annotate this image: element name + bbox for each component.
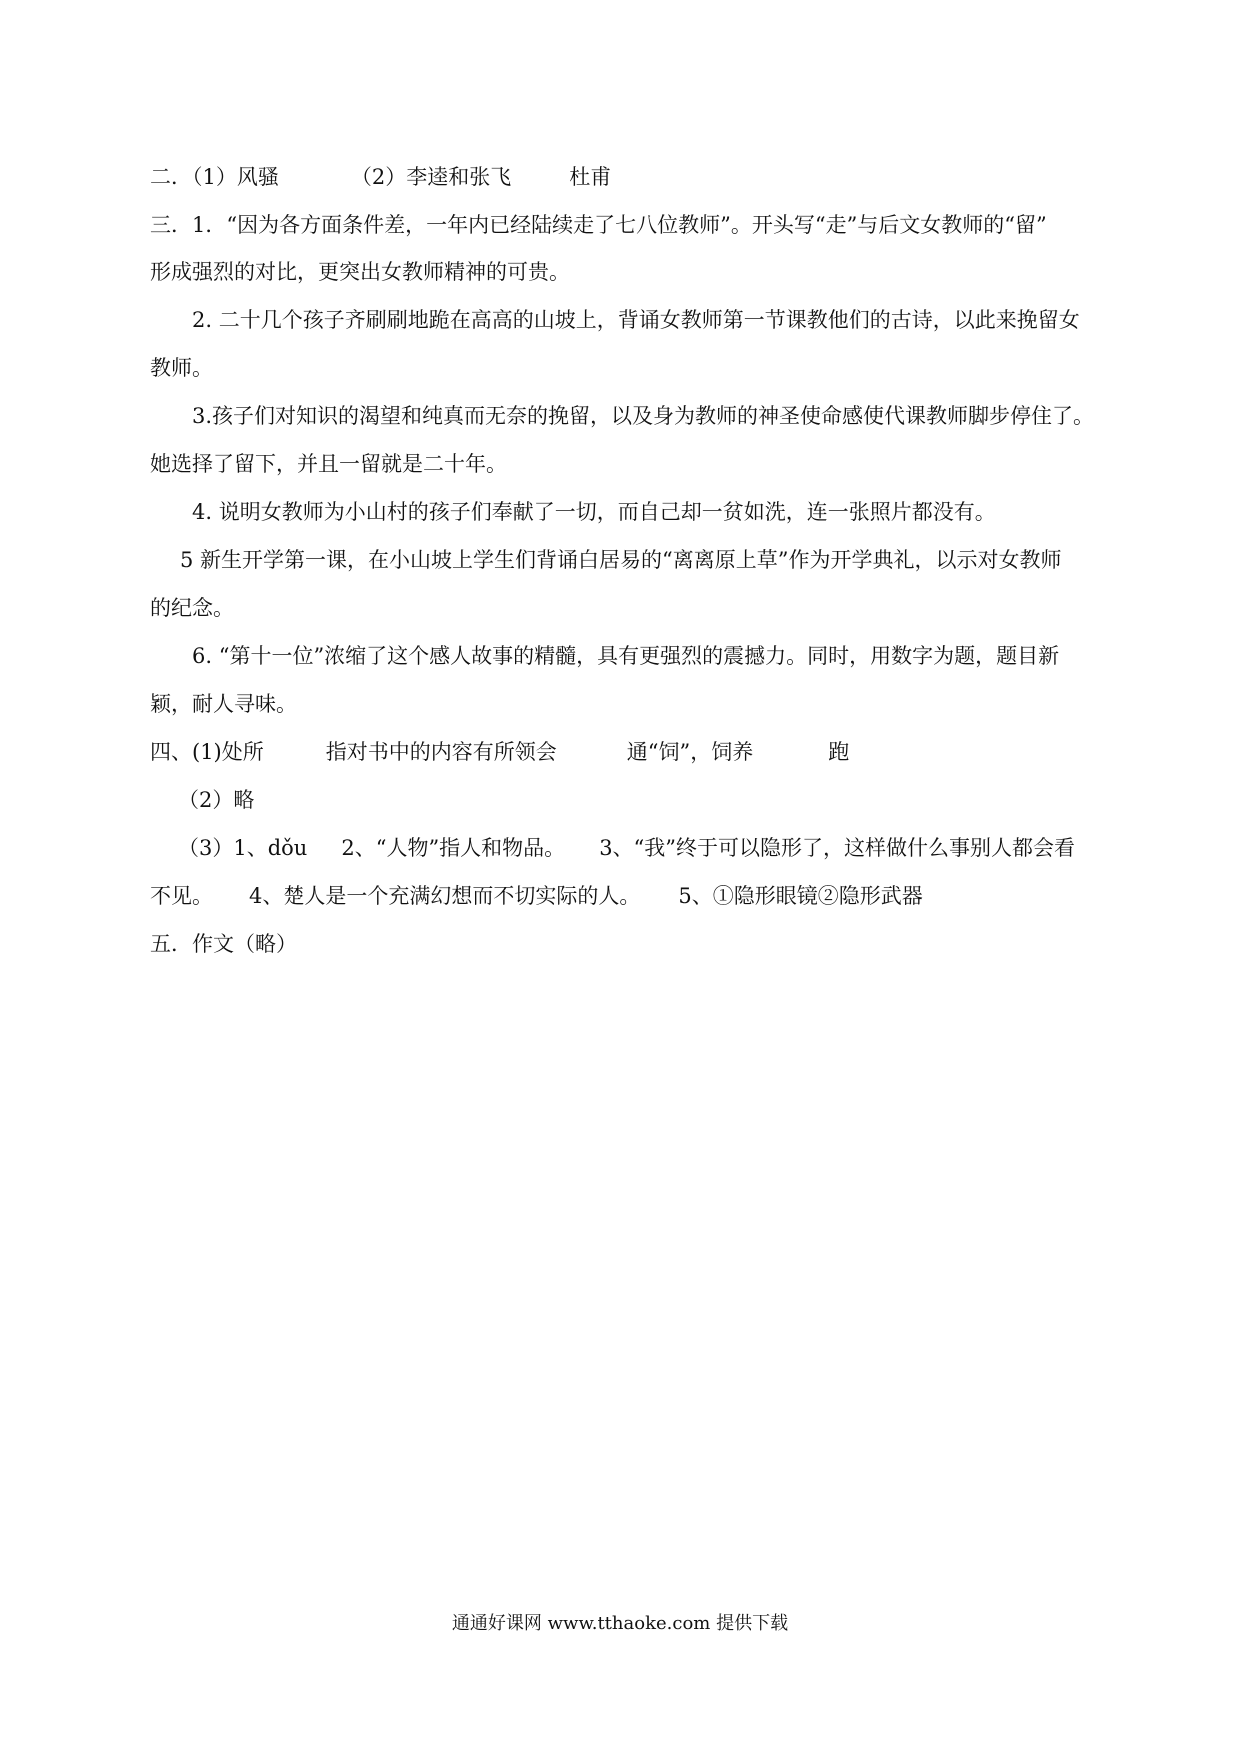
section-4-q3-d: 不见。 [150,884,213,908]
section-5: 五．作文（略） [150,932,297,956]
section-3-q3-line1: 3.孩子们对知识的渴望和纯真而无奈的挽留，以及身为教师的神圣使命感使代课教师脚步停住了。 [192,404,1095,428]
section-3-q6-line2: 颖，耐人寻味。 [150,692,297,716]
section-4-q3-line2 [150,881,1120,911]
section-2-item-3: 杜甫 [569,165,612,189]
section-4-q3-c: 3、“我”终于可以隐形了，这样做什么事别人都会看 [599,836,1076,860]
section-3-q5-line2: 的纪念。 [150,596,234,620]
section-3-q4-line1: 4. 说明女教师为小山村的孩子们奉献了一切，而自己却一贫如洗，连一张照片都没有。 [192,500,996,524]
section-4-q1-b: 指对书中的内容有所领会 [325,740,557,764]
section-3-q2-line2: 教师。 [150,356,213,380]
section-2-answers [150,162,1120,192]
section-3-q6-line1: 6. “第十一位”浓缩了这个感人故事的精髓，具有更强烈的震撼力。同时，用数字为题，题目新 [192,644,1060,668]
section-4-q3-a: （3）1、dǒu [178,836,308,860]
section-4-q1-a: 四、(1)处所 [150,740,264,764]
section-4-q3-b: 2、“人物”指人和物品。 [341,836,566,860]
section-2-item-2: （2）李逵和张飞 [350,165,512,189]
section-3-q1-line1: 三．1．“因为各方面条件差，一年内已经陆续走了七八位教师”。开头写“走”与后文女教师的“留” [150,213,1047,237]
section-2-item-1: 二．（1）风骚 [150,165,279,189]
section-4-q1-d: 跑 [828,740,850,764]
section-3-q1-line2: 形成强烈的对比，更突出女教师精神的可贵。 [150,260,570,284]
section-3-q2-line1: 2. 二十几个孩子齐刷刷地跪在高高的山坡上，背诵女教师第一节课教他们的古诗，以此来挽留女 [192,308,1080,332]
page-footer: 通通好课网 www.tthaoke.com 提供下载 [451,1613,789,1634]
section-3-q3-line2: 她选择了留下，并且一留就是二十年。 [150,452,507,476]
section-4-q3-e: 4、楚人是一个充满幻想而不切实际的人。 [249,884,641,908]
section-4-q3-line1 [178,833,1148,863]
section-4-q1-c: 通“饲”，饲养 [626,740,754,764]
section-4-q3-f: 5、①隐形眼镜②隐形武器 [678,884,923,908]
section-3-q5-line1: 5 新生开学第一课，在小山坡上学生们背诵白居易的“离离原上草”作为开学典礼，以示对女教师 [180,548,1062,572]
section-4-q1 [150,737,1120,767]
section-4-q2: （2）略 [178,788,255,812]
